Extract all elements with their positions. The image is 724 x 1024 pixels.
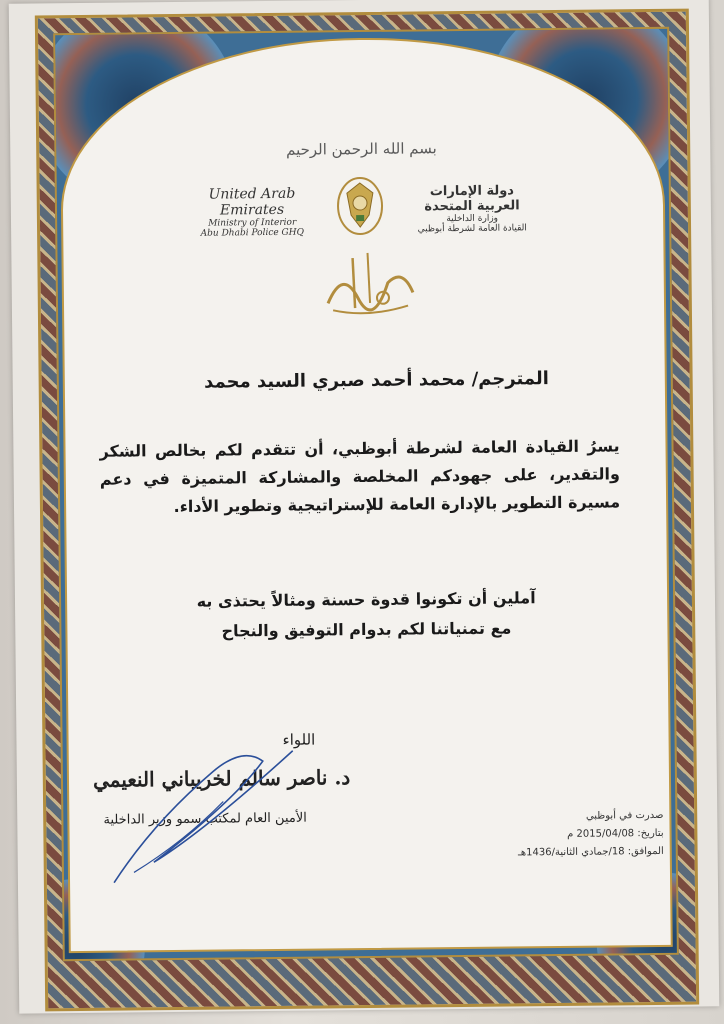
wish-line-2: مع تمنياتنا لكم بدوام التوفيق والنجاح bbox=[221, 618, 512, 641]
header-arabic bbox=[407, 183, 538, 234]
signer-rank: اللواء bbox=[282, 730, 316, 749]
certificate-content bbox=[65, 37, 664, 943]
signer-name: د. ناصر سالم لخريباني النعيمي bbox=[92, 765, 351, 792]
uae-police-emblem-icon bbox=[335, 175, 386, 238]
signer-title: الأمين العام لمكتب سمو وزير الداخلية bbox=[103, 810, 307, 828]
certificate-body: يسرُ القيادة العامة لشرطة أبوظبي، أن تتقدم لكم بخالص الشكر والتقدير، على جهودكم المخلصة والمشاركة المتميزة في دعم مسيرة التطوير بالإدارة العامة للإستراتيجية وتطوير الأداء. bbox=[99, 436, 621, 517]
header-ar-line3: القيادة العامة لشرطة أبوظبي bbox=[417, 223, 527, 235]
wish-line-1: آملين أن تكونوا قدوة حسنة ومثالاً يحتذى به bbox=[196, 588, 536, 611]
recipient-name: المترجم/ محمد أحمد صبري السيد محمد bbox=[204, 368, 549, 393]
signature-icon bbox=[93, 731, 315, 893]
calligraphy-title-logo bbox=[312, 247, 423, 318]
header-en-line3: Abu Dhabi Police GHQ bbox=[200, 227, 305, 239]
header-en-line2: Ministry of Interior bbox=[208, 217, 297, 229]
issued-place: صدرت في أبوظبي bbox=[585, 809, 664, 822]
basmala: بسم الله الرحمن الرحيم bbox=[285, 139, 437, 159]
issued-date: بتاريخ: 2015/04/08 م bbox=[567, 827, 664, 840]
issued-hijri-date: الموافق: 18/جمادي الثانية/1436هـ bbox=[517, 845, 664, 859]
header-ar-line1: دولة الإمارات العربية المتحدة bbox=[424, 183, 520, 215]
issue-info bbox=[493, 807, 664, 863]
header-en-line1: United Arab Emirates bbox=[208, 185, 296, 219]
header-english bbox=[177, 185, 328, 239]
header-ar-line2: وزارة الداخلية bbox=[446, 213, 499, 225]
